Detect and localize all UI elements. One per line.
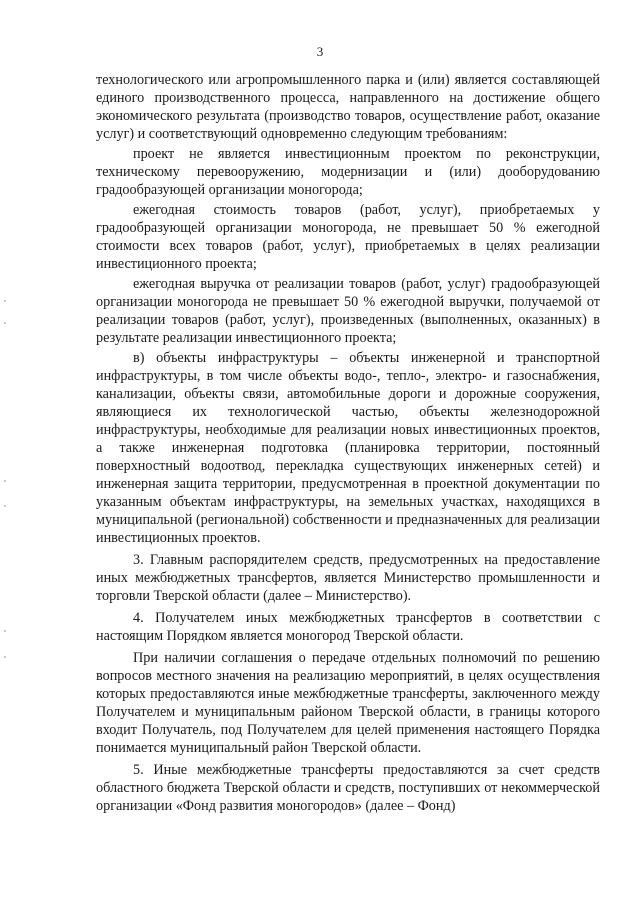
paragraph-infrastructure: в) объекты инфраструктуры – объекты инженерной и транспортной инфраструктуры, в том числе объекты водо-, тепло-, электро- и газоснабжения, канализации, объекты связи, автомобильные дороги и дорожные сооружения, являющиеся их технологической частью, объекты железнодорожной инфраструктуры, необходимые для реализации новых инвестиционных проектов, а также инженерная подготовка (планировка территории, постоянный поверхностный водоотвод, перекладка существующих инженерных сетей) и инженерная защита территории, предусмотренная в проектной документации по указанным объектам инфраструктуры, на земельных участках, находящихся в муниципальной (региональной) собственности и предназначенных для реализации инвестиционных проектов. [96,350,600,546]
page-number: 3 [316,44,324,59]
paragraph-item-3: 3. Главным распорядителем средств, предусмотренных на предоставление иных межбюджетных трансфертов, является Министерство промышленности и торговли Тверской области (далее – Министерство). [96,552,600,604]
paragraph-item-5: 5. Иные межбюджетные трансферты предоставляются за счет средств областного бюджета Тверской области и средств, поступивших от некоммерческой организации «Фонд развития моногородов» (далее – Фонд) [96,762,600,814]
paragraph-requirement-3: ежегодная выручка от реализации товаров (работ, услуг) градообразующей организации моногорода не превышает 50 % ежегодной выручки, получаемой от реализации товаров (работ, услуг), произведенных (выполненных, оказанных) в результате реализации инвестиционного проекта; [96,276,600,346]
paragraph-requirement-2: ежегодная стоимость товаров (работ, услуг), приобретаемых у градообразующей организации моногорода, не превышает 50 % ежегодной стоимости всех товаров (работ, услуг), приобретаемых в целях реализации инвестиционного проекта; [96,202,600,272]
paragraph-requirement-1: проект не является инвестиционным проектом по реконструкции, техническому перевооружению, модернизации и (или) дооборудованию градообразующей организации моногорода; [96,146,600,198]
document-body [96,71,600,815]
scan-margin-marks [4,300,10,700]
paragraph-item-4: 4. Получателем иных межбюджетных трансфертов в соответствии с настоящим Порядком является моногород Тверской области. [96,610,600,644]
paragraph-agreement: При наличии соглашения о передаче отдельных полномочий по решению вопросов местного значения на реализацию мероприятий, в целях осуществления которых предоставляются иные межбюджетные трансферты, заключенного между Получателем и муниципальным районом Тверской области, в границы которого входит Получатель, под Получателем для целей применения настоящего Порядка понимается муниципальный район Тверской области. [96,650,600,756]
paragraph-continuation: технологического или агропромышленного парка и (или) является составляющей единого производственного процесса, направленного на достижение общего экономического результата (производство товаров, осуществление работ, оказание услуг) и соответствующий одновременно следующим требованиям: [96,72,600,142]
